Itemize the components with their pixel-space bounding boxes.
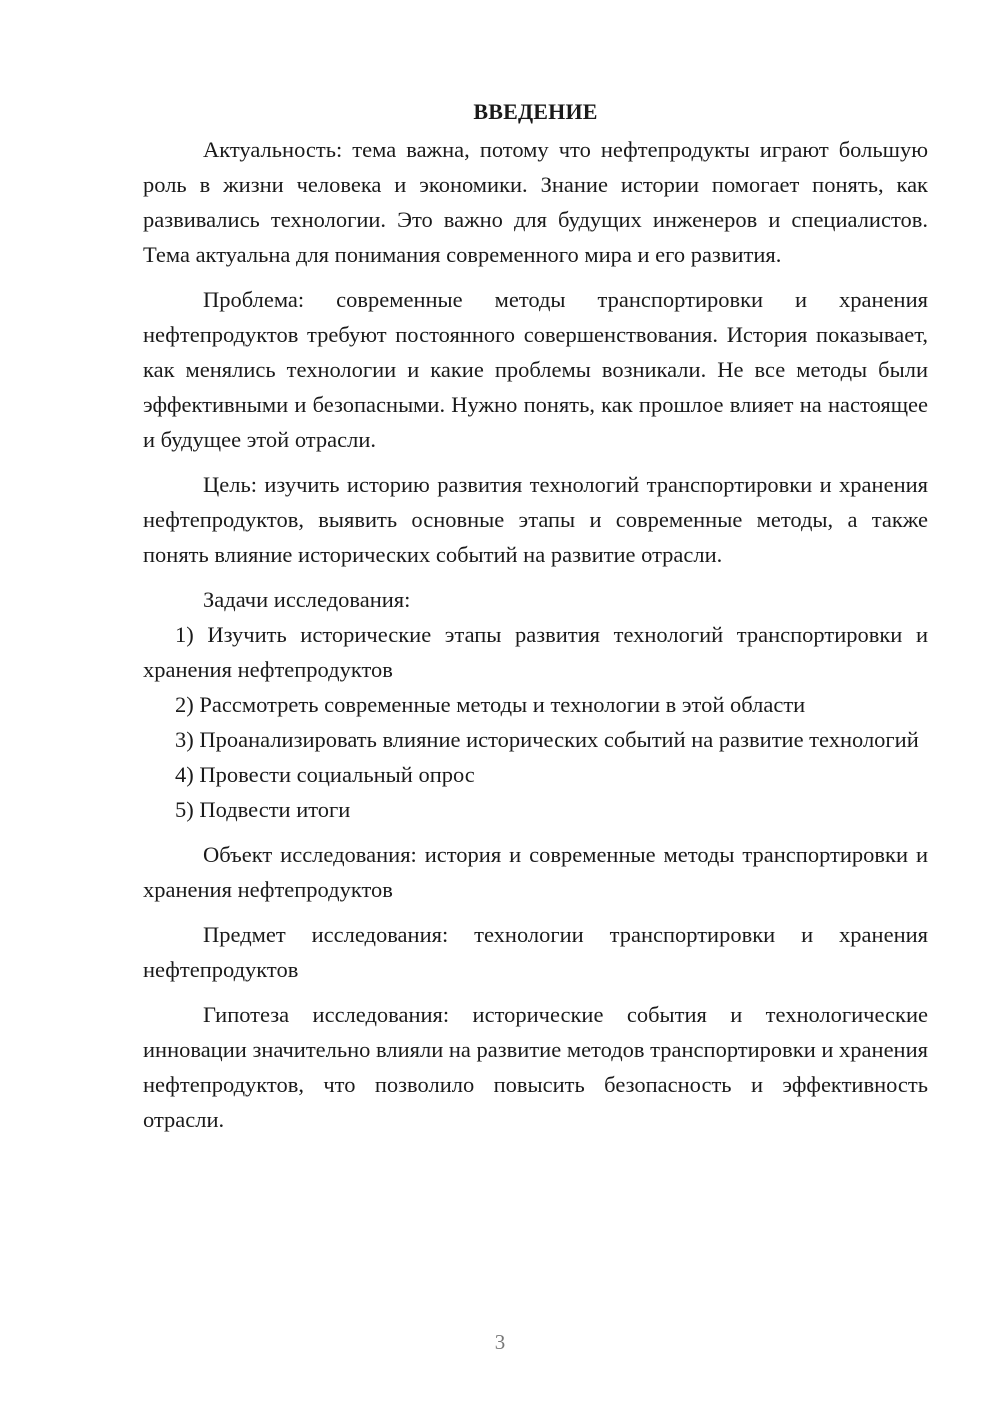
task-item-2: 2) Рассмотреть современные методы и технологии в этой области bbox=[175, 692, 806, 717]
document-page bbox=[143, 94, 928, 1137]
task-item-4: 4) Провести социальный опрос bbox=[175, 762, 475, 787]
tasks-heading: Задачи исследования: bbox=[203, 587, 411, 612]
task-item-3: 3) Проанализировать влияние исторических событий на развитие технологий bbox=[175, 727, 919, 752]
goal-paragraph: Цель: изучить историю развития технологий транспортировки и хранения нефтепродуктов, выявить основные этапы и современные методы, а также понять влияние исторических событий на развитие отрасли. bbox=[143, 472, 928, 567]
page-number: 3 bbox=[494, 1330, 506, 1354]
hypothesis-paragraph: Гипотеза исследования: исторические события и технологические инновации значительно влияли на развитие методов транспортировки и хранения нефтепродуктов, что позволило повысить безопасность и эффективность отрасли. bbox=[143, 1002, 928, 1132]
problem-paragraph: Проблема: современные методы транспортировки и хранения нефтепродуктов требуют постоянного совершенствования. История показывает, как менялись технологии и какие проблемы возникали. Не все методы были эффективными и безопасными. Нужно понять, как прошлое влияет на настоящее и будущее этой отрасли. bbox=[143, 287, 928, 452]
object-paragraph: Объект исследования: история и современные методы транспортировки и хранения нефтепродуктов bbox=[143, 842, 928, 902]
relevance-paragraph: Актуальность: тема важна, потому что нефтепродукты играют большую роль в жизни человека и экономики. Знание истории помогает понять, как развивались технологии. Это важно для будущих инженеров и специалистов. Тема актуальна для понимания современного мира и его развития. bbox=[143, 137, 928, 267]
page-title: ВВЕДЕНИЕ bbox=[473, 99, 598, 124]
task-item-5: 5) Подвести итоги bbox=[175, 797, 351, 822]
task-item-1: 1) Изучить исторические этапы развития технологий транспортировки и хранения нефтепродуктов bbox=[143, 622, 928, 682]
subject-paragraph: Предмет исследования: технологии транспортировки и хранения нефтепродуктов bbox=[143, 922, 928, 982]
